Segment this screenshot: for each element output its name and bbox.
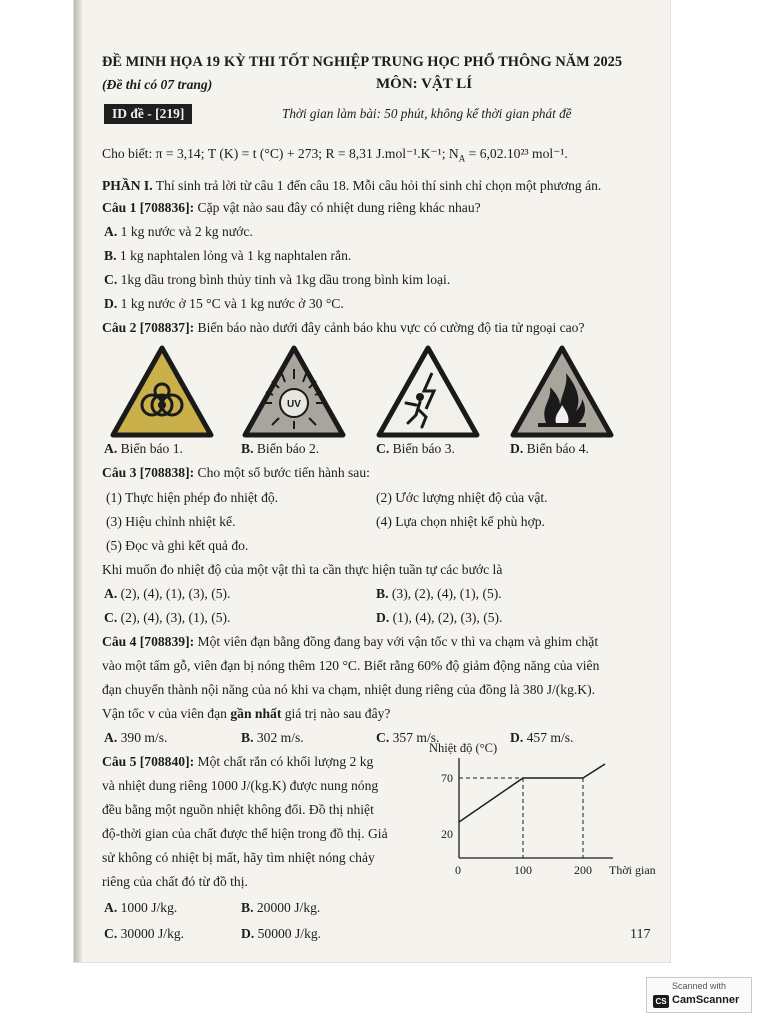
q1-option-b-letter: B. [104, 248, 117, 263]
q5-option-d-text: 50000 J/kg. [254, 926, 322, 941]
q1-option-c-text: 1kg dầu trong bình thủy tinh và 1kg dầu trong bình kim loại. [117, 272, 451, 287]
q2-option-b-text: Biển báo 2. [253, 441, 320, 456]
q4-option-d-letter: D. [510, 730, 524, 745]
q3-option-c-letter: C. [104, 610, 118, 625]
q1-option-d-letter: D. [104, 296, 118, 311]
q3-option-d[interactable] [376, 610, 502, 626]
q4-option-c-letter: C. [376, 730, 390, 745]
graph-y-tick-20: 20 [441, 827, 453, 841]
q5-option-a-text: 1000 J/kg. [117, 900, 178, 915]
exam-page [74, 0, 670, 962]
q3-option-a-letter: A. [104, 586, 118, 601]
q5-option-a[interactable] [104, 900, 177, 916]
graph-x-axis-label: Thời gian [609, 863, 656, 877]
temperature-time-graph [429, 740, 659, 880]
q2-option-d-text: Biển báo 4. [523, 441, 589, 456]
question-1-label: Câu 1 [708836]: [102, 200, 195, 215]
q4-option-b[interactable] [241, 730, 304, 746]
q1-option-d[interactable] [104, 296, 344, 312]
q1-option-d-text: 1 kg nước ở 15 °C và 1 kg nước ở 30 °C. [117, 296, 344, 311]
graph-x-tick-200: 200 [574, 863, 592, 877]
q3-option-d-letter: D. [376, 610, 390, 625]
question-2 [102, 320, 585, 336]
q3-option-b-letter: B. [376, 586, 389, 601]
q3-option-b-text: (3), (2), (4), (1), (5). [388, 586, 502, 601]
q4-option-a-letter: A. [104, 730, 118, 745]
question-5-line-3: đều bằng một nguồn nhiệt không đổi. Đồ thị nhiệt [102, 802, 374, 817]
q1-option-c-letter: C. [104, 272, 118, 287]
question-5-line-6: riêng của chất đó từ đồ thị. [102, 874, 248, 889]
q1-option-b-text: 1 kg naphtalen lỏng và 1 kg naphtalen rắn. [116, 248, 352, 263]
page-spine-shadow [74, 0, 82, 962]
question-4-line-2: vào một tấm gỗ, viên đạn bị nóng thêm 120 °C. Biết rằng 60% độ giảm động năng của viên [102, 658, 600, 673]
q2-option-c-letter: C. [376, 441, 390, 456]
q5-option-b[interactable] [241, 900, 320, 916]
part1-instructions [102, 178, 601, 194]
q2-option-a-text: Biển báo 1. [117, 441, 183, 456]
camscanner-name: CamScanner [672, 994, 740, 1006]
camscanner-watermark [646, 977, 752, 1013]
q2-option-b-letter: B. [241, 441, 254, 456]
q2-option-d-letter: D. [510, 441, 524, 456]
camscanner-caption: Scanned with [671, 981, 727, 991]
q5-option-b-letter: B. [241, 900, 254, 915]
question-5-line-4: độ-thời gian của chất được thể hiện trong đồ thị. Giả [102, 826, 388, 841]
question-2-label: Câu 2 [708837]: [102, 320, 195, 335]
biohazard-sign-icon [110, 345, 214, 439]
q5-option-d-letter: D. [241, 926, 255, 941]
q4-option-b-text: 302 m/s. [253, 730, 304, 745]
q1-option-a[interactable] [104, 224, 253, 240]
q2-option-b[interactable] [241, 441, 319, 457]
graph-origin-label: 0 [455, 863, 461, 877]
q2-option-c[interactable] [376, 441, 455, 457]
q1-option-c[interactable] [104, 272, 450, 288]
q3-option-b[interactable] [376, 586, 502, 602]
q2-option-a-letter: A. [104, 441, 118, 456]
q3-step-3: (3) Hiệu chỉnh nhiệt kế. [106, 514, 236, 529]
q5-option-a-letter: A. [104, 900, 118, 915]
q3-step-5: (5) Đọc và ghi kết quả đo. [106, 538, 249, 553]
question-3-text: Cho một số bước tiến hành sau: [194, 465, 370, 480]
question-5-line-1: Một chất rắn có khối lượng 2 kg [194, 754, 374, 769]
exam-code: ĐỀ MINH HỌA 19 [102, 54, 220, 70]
electric-shock-sign-icon [376, 345, 480, 439]
question-4-label: Câu 4 [708839]: [102, 634, 195, 649]
page-number: 117 [630, 927, 651, 942]
given-constants [102, 146, 568, 164]
uv-sign-icon [242, 345, 346, 439]
flammable-sign-icon [510, 345, 614, 439]
given-text: Cho biết: π = 3,14; T (K) = t (°C) + 273; R = 8,31 J.mol⁻¹.K⁻¹; N [102, 146, 459, 161]
q5-option-d[interactable] [241, 926, 321, 942]
q5-option-c[interactable] [104, 926, 184, 942]
q3-prompt: Khi muốn đo nhiệt độ của một vật thì ta cần thực hiện tuần tự các bước là [102, 562, 503, 577]
given-subscript: A [458, 153, 466, 164]
question-4-line-4 [102, 706, 390, 722]
question-5-line-2: và nhiệt dung riêng 1000 J/(kg.K) được nung nóng [102, 778, 379, 793]
q2-option-a[interactable] [104, 441, 183, 457]
q5-option-c-letter: C. [104, 926, 118, 941]
q1-option-b[interactable] [104, 248, 351, 264]
question-2-text: Biển báo nào dưới đây cảnh báo khu vực có cường độ tia tử ngoại cao? [194, 320, 585, 335]
q1-option-a-letter: A. [104, 224, 118, 239]
q5-option-b-text: 20000 J/kg. [253, 900, 321, 915]
q4-option-d-text: 457 m/s. [523, 730, 574, 745]
question-1 [102, 200, 481, 216]
question-4-line-1: Một viên đạn bằng đồng đang bay với vận tốc v thì va chạm và ghim chặt [194, 634, 599, 649]
q3-step-2: (2) Ước lượng nhiệt độ của vật. [376, 490, 548, 505]
q3-step-1: (1) Thực hiện phép đo nhiệt độ. [106, 490, 279, 505]
exam-id-box: ID đề - [219] [104, 104, 192, 124]
exam-title: KỲ THI TỐT NGHIỆP TRUNG HỌC PHỔ THÔNG NĂM 2025 [224, 54, 623, 70]
graph-x-tick-100: 100 [514, 863, 532, 877]
question-4-line-4a: Vận tốc v của viên đạn [102, 706, 231, 721]
q4-option-c-text: 357 m/s. [389, 730, 440, 745]
graph-y-tick-70: 70 [441, 771, 453, 785]
q3-option-c[interactable] [104, 610, 230, 626]
q4-option-b-letter: B. [241, 730, 254, 745]
q3-step-4: (4) Lựa chọn nhiệt kế phù hợp. [376, 514, 545, 529]
question-4-line-3: đạn chuyển thành nội năng của nó khi va chạm, nhiệt dung riêng của đồng là 380 J/(kg.K). [102, 682, 596, 697]
q5-option-c-text: 30000 J/kg. [117, 926, 185, 941]
q3-option-c-text: (2), (4), (3), (1), (5). [117, 610, 231, 625]
question-4-emphasis: gần nhất [230, 706, 282, 721]
q3-option-d-text: (1), (4), (2), (3), (5). [389, 610, 503, 625]
question-3 [102, 465, 370, 481]
uv-sign-label: UV [287, 399, 301, 410]
question-5-label: Câu 5 [708840]: [102, 754, 195, 769]
pages-note: (Đề thi có 07 trang) [102, 77, 213, 92]
time-note: Thời gian làm bài: 50 phút, không kể thời gian phát đề [282, 106, 572, 121]
q4-option-a[interactable] [104, 730, 167, 746]
q3-option-a[interactable] [104, 586, 230, 602]
graph-y-axis-label: Nhiệt độ (°C) [429, 741, 498, 755]
question-1-text: Cặp vật nào sau đây có nhiệt dung riêng khác nhau? [194, 200, 481, 215]
question-3-label: Câu 3 [708838]: [102, 465, 195, 480]
q1-option-a-text: 1 kg nước và 2 kg nước. [117, 224, 253, 239]
question-4 [102, 634, 598, 650]
q2-option-c-text: Biển báo 3. [389, 441, 455, 456]
given-tail: = 6,02.10²³ mol⁻¹. [465, 146, 568, 161]
part1-text: Thí sinh trả lời từ câu 1 đến câu 18. Mỗi câu hỏi thí sinh chỉ chọn một phương án. [152, 178, 602, 193]
part1-label: PHẦN I. [102, 178, 153, 193]
camscanner-logo-icon: CS [653, 995, 669, 1008]
question-4-line-4c: giá trị nào sau đây? [281, 706, 391, 721]
question-5 [102, 754, 373, 770]
q4-option-a-text: 390 m/s. [117, 730, 168, 745]
subject-title: MÔN: VẬT LÍ [376, 76, 473, 92]
q3-option-a-text: (2), (4), (1), (3), (5). [117, 586, 231, 601]
q2-option-d[interactable] [510, 441, 589, 457]
question-5-line-5: sử không có nhiệt bị mất, hãy tìm nhiệt nóng chảy [102, 850, 375, 865]
